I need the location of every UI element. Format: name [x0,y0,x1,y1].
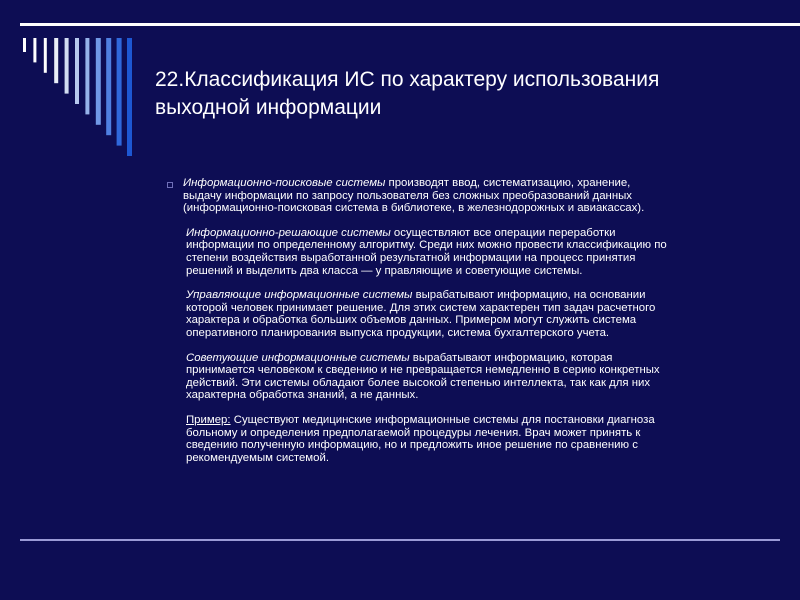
paragraph-advisory-systems [183,352,773,402]
top-rule [20,23,800,26]
paragraph-search-systems [183,177,773,215]
term-decision-systems: Информационно-решающие системы [186,226,391,239]
example-label: Пример: [186,413,231,426]
slide-title-line-2: выходной информации [155,96,382,119]
paragraph-decision-systems [183,227,773,277]
decoration-stripe [106,38,111,135]
paragraph-text: осуществляют все операции переработки [390,226,616,239]
decoration-stripe [44,38,47,73]
decoration-stripe [96,38,101,125]
decoration-stripe [75,38,79,104]
paragraph-line [186,289,773,302]
striped-corner-decoration [20,38,140,158]
decoration-stripe [33,38,36,62]
paragraph-line: сведению полученную информацию, но и предложить иное решение по сравнению с [186,439,638,452]
paragraph-line: степени воздействия выработанной результатной информации на процесс принятия [186,251,636,264]
decoration-stripe [117,38,122,146]
paragraph-line: выдачу информации по запросу пользователя без сложных преобразований данных [183,189,633,202]
decoration-stripe [127,38,132,156]
decoration-stripe [23,38,26,52]
paragraph-text: вырабатывают информацию, на основании [412,289,646,302]
term-search-systems: Информационно-поисковые системы [183,177,386,189]
decoration-stripe [85,38,89,114]
paragraph-control-systems [183,289,773,339]
paragraph-example [183,414,773,464]
paragraph-text: Существуют медицинские информационные системы для постановки диагноза [230,413,655,426]
paragraph-line: действий. Эти системы обладают более высокой степенью интеллекта, так как для них [186,376,651,389]
paragraph-line: рекомендуемым системой. [186,451,330,464]
slide-title-line-1: 22.Классификация ИС по характеру использования [155,68,660,91]
paragraph-line: информации по определенному алгоритму. Среди них можно провести классификацию по [186,239,667,252]
decoration-stripe [54,38,58,83]
paragraph-text: производят ввод, систематизацию, хранение, [385,177,631,189]
paragraph-line: (информационно-поисковая система в библиотеке, в железнодорожных и авиакассах). [183,202,645,215]
decoration-stripe [65,38,69,94]
term-control-systems: Управляющие информационные системы [186,289,413,302]
paragraph-line: больному и определения предполагаемой процедуры лечения. Врач может принять к [186,426,641,439]
paragraph-line [183,177,773,190]
paragraph-line [186,227,773,240]
paragraph-line: характера и обработка больших объемов данных. Примером могут служить система [186,314,637,327]
paragraph-line: решений и выделить два класса — у правляющие и советующие системы. [186,264,583,277]
term-advisory-systems: Советующие информационные системы [186,351,410,364]
paragraph-line [186,414,773,427]
paragraph-line: оперативного планирования выпуска продукции, система бухгалтерского учета. [186,326,610,339]
paragraph-line: принимается человеком к сведению и не превращается немедленно в серию конкретных [186,364,660,377]
slide-title [155,66,775,122]
paragraph-line: которой человек принимает решение. Для этих систем характерен тип задач расчетного [186,301,656,314]
slide-body [183,177,773,476]
paragraph-text: вырабатывают информацию, которая [409,351,613,364]
paragraph-line: характерна обработка знаний, а не данных. [186,389,419,402]
paragraph-line [186,352,773,365]
bottom-rule [20,539,780,541]
hollow-square-bullet-icon [167,182,173,188]
